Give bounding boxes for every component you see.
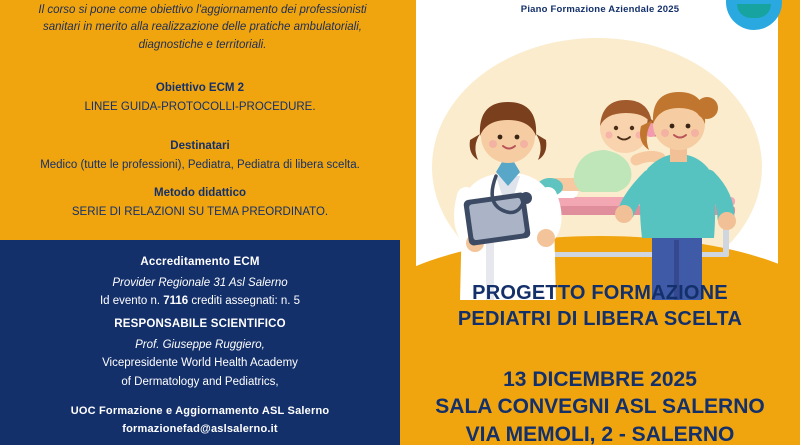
evento-numero: 7116 [163, 295, 189, 308]
obiettivo-body: LINEE GUIDA-PROTOCOLLI-PROCEDURE. [84, 101, 316, 113]
evento-line [0, 292, 400, 310]
responsabile-role-line1: Vicepresidente World Health Academy [102, 357, 298, 370]
right-column [400, 0, 800, 445]
metodo-body: SERIE DI RELAZIONI SU TEMA PREORDINATO. [71, 206, 329, 218]
section-obiettivo [0, 82, 400, 116]
responsabile-role-line2: of Dermatology and Pediatrics, [121, 375, 279, 388]
accreditamento-heading: Accreditamento ECM [140, 256, 260, 268]
evento-prefix: Id evento n. [99, 295, 164, 308]
provider-line: Provider Regionale 31 Asl Salerno [112, 277, 288, 289]
metodo-heading: Metodo didattico [154, 187, 246, 199]
section-metodo-didattico [0, 187, 400, 221]
obiettivo-heading: Obiettivo ECM 2 [155, 82, 245, 94]
section-uoc-contatti [0, 405, 400, 441]
crediti-text: crediti assegnati: n. 5 [188, 295, 301, 308]
uoc-heading: UOC Formazione e Aggiornamento ASL Salerno [70, 405, 330, 417]
section-destinatari [0, 140, 400, 174]
destinatari-heading: Destinatari [170, 140, 230, 152]
title-line-2: PEDIATRI DI LIBERA SCELTA [457, 307, 743, 330]
doctor-figure-icon [460, 102, 556, 300]
kicker-text: Piano Formazione Aziendale 2025 [520, 4, 680, 15]
uoc-email[interactable]: formazionefad@aslsalerno.it [122, 423, 278, 435]
event-venue: SALA CONVEGNI ASL SALERNO [435, 395, 765, 419]
title-line-1: PROGETTO FORMAZIONE [472, 282, 728, 304]
course-intro-text: Il corso si pone come obiettivo l'aggiornamento dei professionisti sanitari in merito alla realizzazione delle pratiche ambulatoriali, diagnostiche e territoriali. [38, 4, 367, 51]
section-accreditamento [0, 256, 400, 311]
responsabile-heading: RESPONSABILE SCIENTIFICO [114, 318, 286, 330]
event-date: 13 DICEMBRE 2025 [503, 368, 697, 391]
pediatric-illustration [400, 0, 800, 300]
event-details [400, 366, 800, 445]
destinatari-body: Medico (tutte le professioni), Pediatra, Pediatra di libera scelta. [40, 159, 360, 171]
event-address: VIA MEMOLI, 2 - SALERNO [465, 422, 735, 445]
section-responsabile-scientifico [0, 318, 400, 391]
poster-title [400, 281, 800, 332]
responsabile-name: Prof. Giuseppe Ruggiero, [135, 339, 265, 351]
